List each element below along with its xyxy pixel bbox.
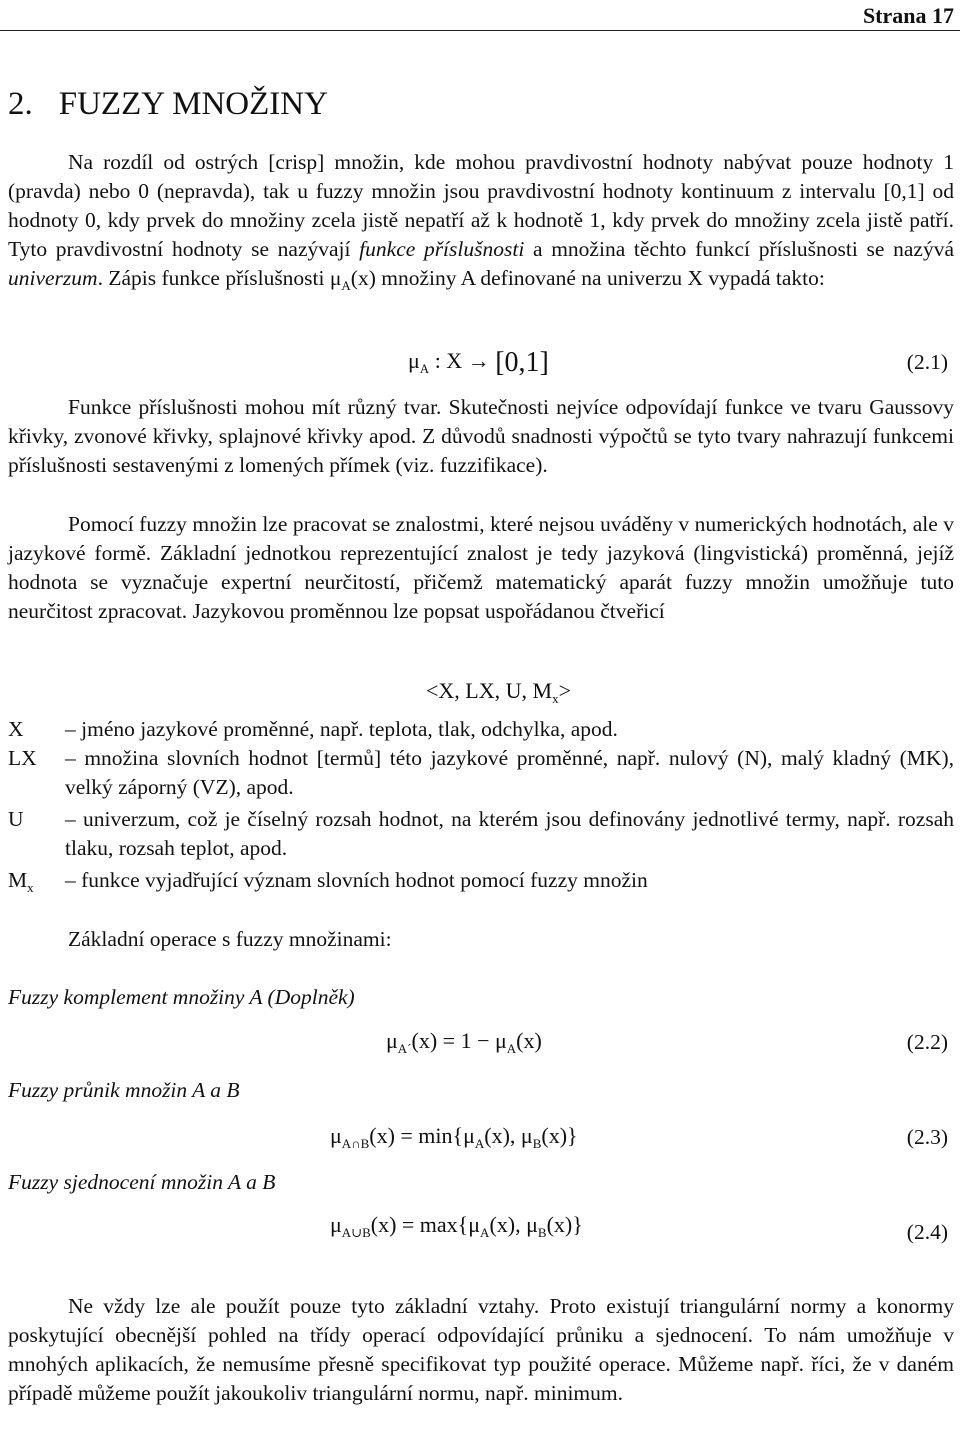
paragraph-shapes [8, 393, 954, 480]
tuple-end: > [558, 678, 571, 703]
definition-key-main: M [8, 868, 28, 892]
equation-number: (2.3) [906, 1125, 948, 1149]
basic-operations-text: Základní operace s fuzzy množinami: [68, 927, 392, 951]
section-heading [8, 84, 328, 124]
definition-key [8, 866, 34, 902]
intro-text-start: Na rozdíl od ostrých [crisp] množin, kde mohou pravdivostní hodnoty nabývat pouze hodnoty 1 (pravda) nebo 0 (nepravda), tak u fuzzy množin jsou pravdivostní hodnoty kontinuum z intervalu [0,1] od hodnoty 0, kdy prvek do množiny zcela jistě nepatří až k hodnotě 1, kdy prvek do množiny zcela jistě patří. Tyto pravdivostní hodnoty se nazývají [8, 150, 954, 261]
mu-symbol: μ [408, 348, 420, 373]
tuple-text: <X, LX, U, M [426, 678, 553, 703]
eq1-body: : X → [429, 348, 496, 373]
equation-2-4 [8, 1208, 954, 1244]
eq1-interval: [0,1] [495, 347, 549, 378]
definition-key: U [8, 807, 24, 831]
paragraph-norms [8, 1292, 954, 1408]
definition-text: – jméno jazykové proměnné, např. teplota, tlak, odchylka, apod. [65, 717, 618, 741]
eq2-rhs-subscript: A [506, 1041, 517, 1056]
mu-symbol: μ [330, 1123, 342, 1148]
definition-key-sub: x [27, 880, 34, 895]
eq2-rhs-arg: (x) [516, 1028, 542, 1053]
equation-2-1 [8, 344, 954, 380]
eq3-sub-b: B [532, 1136, 542, 1151]
definition-x [8, 715, 954, 744]
equation-number: (2.2) [906, 1030, 948, 1054]
label-complement: Fuzzy komplement množiny A (Doplněk) [8, 985, 355, 1009]
definition-text: – funkce vyjadřující význam slovních hodnot pomocí fuzzy množin [65, 868, 648, 892]
paragraph-intro [8, 148, 954, 300]
eq2-lhs-subscript: A´ [397, 1041, 412, 1056]
intro-text-mid: a množina těchto funkcí příslušnosti se nazývá [524, 237, 954, 261]
definition-u [8, 805, 954, 863]
eq4-sub-b: B [537, 1225, 547, 1240]
eq4-sub-a: A [480, 1225, 490, 1240]
intro-text-end: . Zápis funkce příslušnosti μ [97, 266, 342, 290]
definition-key: LX [8, 746, 37, 770]
eq3-mid: (x), μ [484, 1123, 533, 1148]
mu-symbol: μ [386, 1028, 398, 1053]
paragraph-intro-text [8, 148, 954, 300]
term-membership-function: funkce příslušnosti [359, 237, 525, 261]
intro-subscript: A [341, 278, 351, 293]
section-number: 2. [8, 86, 33, 122]
eq4-lhs-subscript: A∪B [341, 1225, 371, 1240]
definition-text: – množina slovních hodnot [termů] této jazykové proměnné, např. nulový (N), malý kladný (MK), velký záporný (VZ), apod. [65, 746, 954, 799]
eq3-sub-a: A [474, 1136, 485, 1151]
definition-mx [8, 866, 954, 895]
paragraph-shapes-text: Funkce příslušnosti mohou mít různý tvar. Skutečnosti nejvíce odpovídají funkce ve tvaru Gaussovy křivky, zvonové křivky, splajnové křivky apod. Z důvodů snadnosti výpočtů se tyto tvary nahrazují funkcemi příslušnosti sestavenými z lomených přímek (viz. fuzzifikace). [8, 395, 954, 477]
equation-2-2-formula [386, 1026, 542, 1063]
eq3-end: (x)} [541, 1123, 578, 1148]
definition-key: X [8, 717, 24, 741]
eq4-mid: (x), μ [489, 1212, 538, 1237]
label-union: Fuzzy sjednocení množin A a B [8, 1170, 276, 1194]
eq3-body: (x) = min{μ [369, 1123, 475, 1148]
basic-operations-heading [8, 925, 954, 954]
tuple-subscript: x [552, 691, 559, 706]
eq2-lhs-arg: (x) = 1 − μ [411, 1028, 507, 1053]
definition-text: – univerzum, což je číselný rozsah hodnot, na kterém jsou definovány jednotlivé termy, např. rozsah tlaku, rozsah teplot, apod. [65, 807, 954, 860]
equation-2-4-formula [330, 1210, 583, 1247]
eq1-subscript: A [419, 361, 430, 376]
equation-number: (2.4) [906, 1220, 948, 1244]
equation-number: (2.1) [906, 350, 948, 374]
eq4-end: (x)} [546, 1212, 583, 1237]
paragraph-linguistic-text: Pomocí fuzzy množin lze pracovat se znalostmi, které nejsou uváděny v numerických hodnotách, ale v jazykové formě. Základní jednotkou reprezentující znalost je tedy jazyková (lingvistická) proměnná, jejíž hodnota se vyznačuje expertní neurčitostí, přičemž matematický aparát fuzzy množin umožňuje tuto neurčitost zpracovat. Jazykovou proměnnou lze popsat uspořádanou čtveřicí [8, 512, 954, 623]
page-number: Strana 17 [862, 3, 954, 28]
mu-symbol: μ [330, 1212, 342, 1237]
page-header [0, 0, 960, 31]
definition-lx [8, 744, 954, 802]
equation-2-2 [8, 1024, 954, 1060]
intro-text-final: (x) množiny A definované na univerzu X vypadá takto: [350, 266, 825, 290]
label-intersection: Fuzzy průnik množin A a B [8, 1078, 240, 1102]
equation-2-1-formula [408, 346, 549, 383]
eq3-lhs-subscript: A∩B [341, 1136, 370, 1151]
eq4-body: (x) = max{μ [370, 1212, 481, 1237]
paragraph-norms-text: Ne vždy lze ale použít pouze tyto základní vztahy. Proto existují triangulární normy a konormy poskytující obecnější pohled na třídy operací odpovídající průniku a sjednocení. To nám umožňuje v mnohých aplikacích, že nemusíme přesně specifikovat typ použité operace. Můžeme např. říci, že v daném případě můžeme použít jakoukoliv triangulární normu, např. minimum. [8, 1294, 954, 1405]
term-universe: univerzum [8, 266, 98, 290]
equation-2-3 [8, 1119, 954, 1155]
equation-2-3-formula [330, 1121, 578, 1158]
paragraph-linguistic [8, 510, 954, 626]
section-title: FUZZY MNOŽINY [58, 86, 328, 122]
tuple-expression [426, 676, 571, 713]
